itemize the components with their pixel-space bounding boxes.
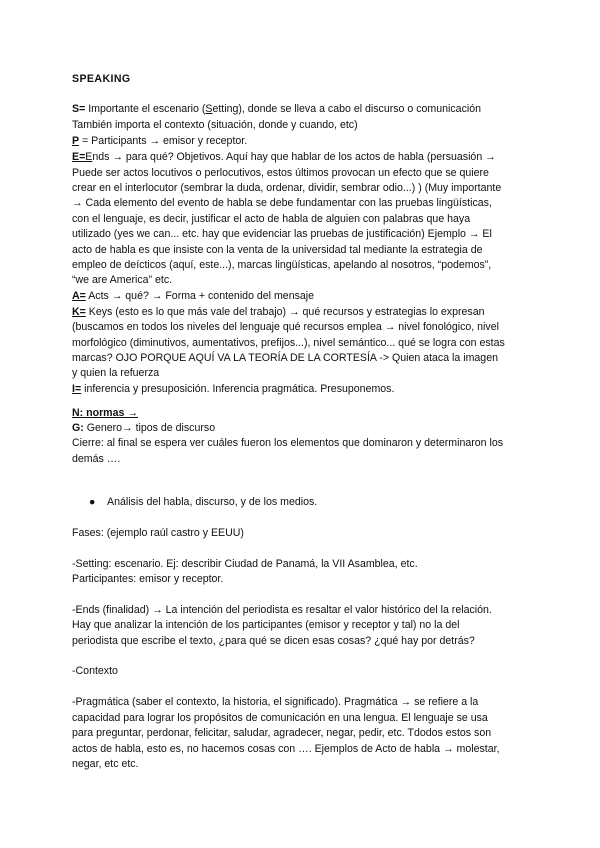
cierre-line: demás …. <box>72 453 121 465</box>
g-key: G: <box>72 422 84 434</box>
bullet-text: Análisis del habla, discurso, y de los medios. <box>107 496 318 508</box>
e-line: con el lenguaje, es decir, justificar el acto de habla de alguien con palabras que haya <box>72 213 471 225</box>
ends-line: -Ends (finalidad) → La intención del periodista es resaltar el valor histórico del la relación. <box>72 604 492 616</box>
e-line-text: nds → para qué? Objetivos. Aquí hay que hablar de los actos de habla (persuasión → <box>92 151 496 163</box>
ends-line: periodista que escribe el texto, ¿para qué se dicen esas cosas? ¿qué hay por detrás? <box>72 635 475 647</box>
e-line: “we are America” etc. <box>72 274 173 286</box>
k-key: K= <box>72 306 86 318</box>
pragmatica-line: para preguntar, perdonar, felicitar, saludar, agradecer, negar, pedir, etc. Tdodos estos son <box>72 727 492 739</box>
k-first: Keys (esto es lo que más vale del trabajo) → qué recursos y estrategias lo expresan <box>85 306 485 318</box>
e-line: utilizado (yes we can... etc. hay que evidenciar las pruebas de justificación) Ejemplo → El <box>72 228 492 240</box>
s-setting-first: S <box>205 103 213 115</box>
setting-line: -Setting: escenario. Ej: describir Ciudad de Panamá, la VII Asamblea, etc. <box>72 558 418 570</box>
e-key: E= <box>72 151 86 163</box>
g-text: Genero→ tipos de discurso <box>83 422 216 434</box>
pragmatica-line: actos de habla, esto es, no hacemos cosas con …. Ejemplos de Acto de habla → molestar, <box>72 743 500 755</box>
page-title: SPEAKING <box>72 73 131 85</box>
bullet-dot: ● <box>89 496 96 508</box>
p-key: P <box>72 135 80 147</box>
contexto-line: -Contexto <box>72 665 118 677</box>
n-line: N: normas → <box>72 407 138 419</box>
a-line <box>72 289 314 305</box>
k-line-1 <box>72 305 485 321</box>
k-line: morfológico (diminutivos, aumentativos, prefijos...), nivel semántico... qué se logra con estas <box>72 337 505 349</box>
ends-line: Hay que analizar la intención de los participantes (emisor y receptor y tal) no la del <box>72 619 460 631</box>
p-line <box>72 134 247 150</box>
e-line: crear en el interlocutor (sembrar la duda, ordenar, dividir, sembrar odio...) ) (Muy importante <box>72 182 502 194</box>
pragmatica-line: negar, etc etc. <box>72 758 139 770</box>
e-line: → Cada elemento del evento de habla se debe fundamentar con las pruebas lingüísticas, <box>72 197 492 209</box>
fases-line: Fases: (ejemplo raúl castro y EEUU) <box>72 527 244 539</box>
i-line <box>72 382 394 398</box>
e-line: empleo de deícticos (aquí, este...), marcas lingüísticas, apelando al nosotros, “podemos”, <box>72 259 492 271</box>
k-line: (buscamos en todos los niveles del lenguaje qué recursos emplea → nivel fonológico, nivel <box>72 321 499 333</box>
s-line-1 <box>72 102 481 118</box>
setting-line: Participantes: emisor y receptor. <box>72 573 224 585</box>
e-line: Puede ser actos locutivos o perlocutivos, estos últimos provocan un efecto que se quiere <box>72 167 489 179</box>
e-line-1 <box>72 150 496 166</box>
k-line: y quien la refuerza <box>72 367 160 379</box>
g-line <box>72 421 215 437</box>
p-text: = Participants → emisor y receptor. <box>79 135 248 147</box>
e-line: acto de habla es que insiste con la venta de la universidad tal mediante la estrategia de <box>72 244 483 256</box>
s-line-2: También importa el contexto (situación, donde y cuando, etc) <box>72 119 358 131</box>
pragmatica-line: capacidad para lograr los propósitos de comunicación en una lengua. El lenguaje se usa <box>72 712 488 724</box>
k-line: marcas? OJO PORQUE AQUÍ VA LA TEORÍA DE LA CORTESÍA -> Quien ataca la imagen <box>72 352 498 364</box>
e-first: E <box>85 151 93 163</box>
s-key: S= <box>72 103 86 115</box>
s-setting-rest: etting), donde se lleva a cabo el discurso o comunicación <box>212 103 482 115</box>
i-key: I= <box>72 383 82 395</box>
i-text: inferencia y presuposición. Inferencia pragmática. Presuponemos. <box>81 383 395 395</box>
s-text: Importante el escenario ( <box>85 103 206 115</box>
a-text: Acts → qué? → Forma + contenido del mensaje <box>85 290 315 302</box>
a-key: A= <box>72 290 86 302</box>
cierre-line: Cierre: al final se espera ver cuáles fueron los elementos que dominaron y determinaron los <box>72 437 504 449</box>
pragmatica-line: -Pragmática (saber el contexto, la historia, el significado). Pragmática → se refiere a la <box>72 696 479 708</box>
